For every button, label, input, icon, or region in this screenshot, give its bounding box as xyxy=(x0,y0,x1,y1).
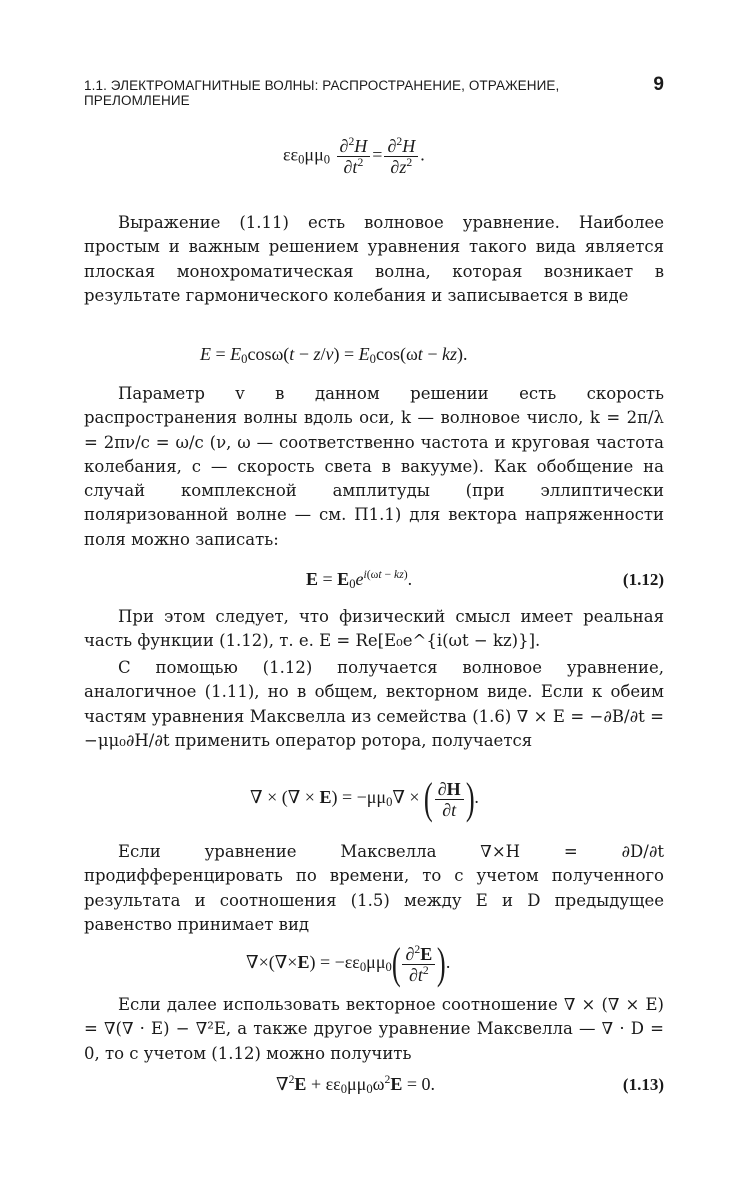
running-header xyxy=(84,74,664,108)
equation-curl-curl-e: ∇ × (∇ × $E) = -\mu\mu_0\nabla$ × ( $\frac{\partial H}{\partial t}$ ). xyxy=(250,774,479,823)
paragraph-vector-identity: Если далее использовать векторное соотношение ∇ × (∇ × E) = ∇(∇ · E) − ∇²E, а также другое уравнение Максвелла — ∇ · D = 0, то с учетом (1.12) можно получить xyxy=(84,995,664,1063)
page-number: 9 xyxy=(653,74,664,95)
paragraph-real-part: При этом следует, что физический смысл имеет реальная часть функции (1.12), т. е. E = Re[E₀e^{i(ωt − kz)}]. xyxy=(84,607,664,651)
equation-plane-wave: $E = E_0\cos\omega(t - z/v) = E_0\cos(\omega t - kz)$. xyxy=(200,344,468,366)
equation-complex-amplitude: $E = E_0e^{i(\omega t - kz)}$. xyxy=(306,568,413,591)
equation-number-1-12: (1.12) xyxy=(622,570,664,589)
running-title: 1.1. ЭЛЕКТРОМАГНИТНЫЕ ВОЛНЫ: РАСПРОСТРАНЕНИЕ, ОТРАЖЕНИЕ, ПРЕЛОМЛЕНИЕ xyxy=(84,78,560,108)
paragraph-parameters: Параметр v в данном решении есть скорость распространения волны вдоль оси, k — волновое число, k = 2π/λ = 2πν/c = ω/c (ν, ω — соответственно частота и круговая частота колебания, c — скорость света в вакууме). Как обобщение на случай комплексной амплитуды (при эллиптически поляризованной волне — см. П1.1) для вектора напряженности поля можно записать: xyxy=(84,384,664,549)
equation-curl-curl-e-second: $\nabla\times(\nabla\times E) = -\varepsilon\varepsilon_0\mu\mu_0$( $\frac{\partial^2E}{\partial t^2}$ ). xyxy=(246,939,451,988)
equation-wave-h: $\varepsilon\varepsilon_0\mu\mu_0$ $\frac{\partial^2H}{\partial t^2}$ = $\frac{\partial^2H}{\partial z^2}$ . xyxy=(283,135,425,177)
equation-helmholtz: $\nabla^2E + \varepsilon\varepsilon_0\mu\mu_0\omega^2E = 0$. xyxy=(276,1073,435,1096)
equation-number-1-13: (1.13) xyxy=(622,1075,664,1094)
paragraph-wave-equation: Выражение (1.11) есть волновое уравнение. Наиболее простым и важным решением уравнения такого вида является плоская монохроматическая волна, которая возникает в результате гармонического колебания и записывается в виде xyxy=(84,213,664,305)
paragraph-vector-form: С помощью (1.12) получается волновое уравнение, аналогичное (1.11), но в общем, векторном виде. Если к обеим частям уравнения Максвелла из семейства (1.6) ∇ × E = −∂B/∂t = −μμ₀∂H/∂t применить оператор ротора, получается xyxy=(84,658,664,750)
paragraph-maxwell-h: Если уравнение Максвелла ∇×H = ∂D/∂t продифференцировать по времени, то с учетом полученного результата и соотношения (1.5) между E и D предыдущее равенство принимает вид xyxy=(84,842,664,934)
